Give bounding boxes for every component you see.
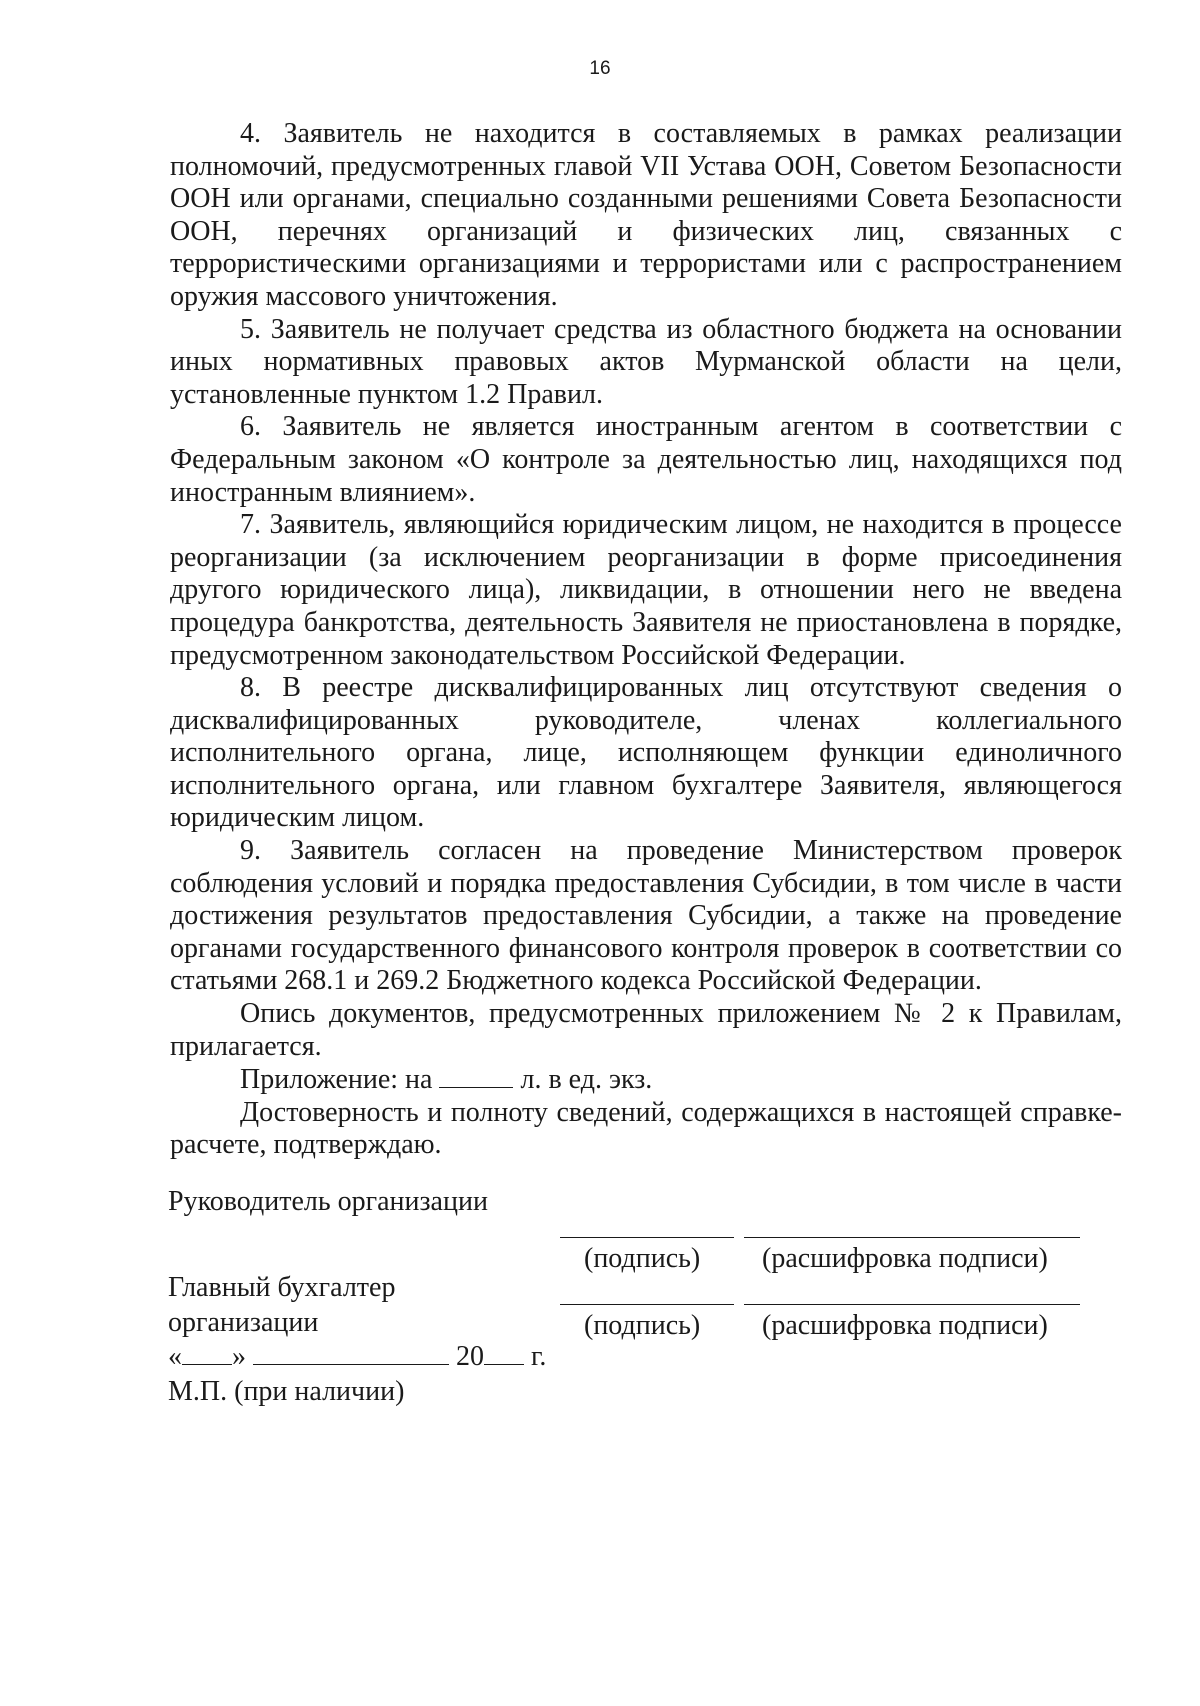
head-decode-line — [744, 1237, 1080, 1238]
year-suffix: г. — [531, 1341, 547, 1372]
paragraph-5: 5. Заявитель не получает средства из областного бюджета на основании иных нормативных правовых актов Мурманской области на цели, установленные пунктом 1.2 Правил. — [170, 313, 1122, 410]
paragraph-8: 8. В реестре дисквалифицированных лиц отсутствуют сведения о дисквалифицированных руководителе, членах коллегиального исполнительного органа, лице, исполняющем функции единоличного исполнительного органа, или главном бухгалтере Заявителя, являющегося юридическим лицом. — [170, 672, 1122, 834]
paragraph-7: 7. Заявитель, являющийся юридическим лицом, не находится в процессе реорганизации (за исключением реорганизации в форме присоединения другого юридического лица), ликвидации, в отношении него не введена процедура банкротства, деятельность Заявителя не приостановлена в порядке, предусмотренном законодательством Российской Федерации. — [170, 509, 1122, 671]
day-blank — [182, 1340, 232, 1365]
accountant-label-line2: организации — [168, 1307, 319, 1338]
paragraph-6: 6. Заявитель не является иностранным агентом в соответствии с Федеральным законом «О контроле за деятельностью лиц, находящихся под иностранным влиянием». — [170, 411, 1122, 508]
date-line — [168, 1340, 546, 1373]
head-label: Руководитель организации — [168, 1186, 488, 1217]
accountant-signature-caption: (подпись) — [584, 1310, 701, 1341]
year-prefix: 20 — [456, 1341, 484, 1372]
accountant-decode-caption: (расшифровка подписи) — [762, 1310, 1048, 1341]
paragraph-4: 4. Заявитель не находится в составляемых в рамках реализации полномочий, предусмотренных главой VII Устава ООН, Советом Безопасности ООН или органами, специально созданными решениями Совета Безопасности ООН, перечнях организаций и физических лиц, связанных с террористическими организациями и террористами или с распространением оружия массового уничтожения. — [170, 118, 1122, 312]
head-signature-caption: (подпись) — [584, 1243, 701, 1274]
date-close-quote: » — [232, 1341, 246, 1372]
paragraph-9: 9. Заявитель согласен на проведение Министерством проверок соблюдения условий и порядка предоставления Субсидии, в том числе в части достижения результатов предоставления Субсидии, а также на проведение органами государственного финансового контроля проверок в соответствии со статьями 268.1 и 269.2 Бюджетного кодекса Российской Федерации. — [170, 835, 1122, 997]
attachment-line — [170, 1063, 1122, 1097]
head-decode-caption: (расшифровка подписи) — [762, 1243, 1048, 1274]
attachment-prefix: Приложение: на — [240, 1064, 433, 1096]
page-number: 16 — [589, 58, 611, 79]
inventory-paragraph: Опись документов, предусмотренных приложением № 2 к Правилам, прилагается. — [170, 998, 1122, 1062]
month-blank — [253, 1340, 449, 1365]
accountant-label-line1: Главный бухгалтер — [168, 1272, 396, 1303]
document-body — [170, 118, 1122, 1162]
accountant-signature-line — [560, 1304, 734, 1305]
attachment-suffix: л. в ед. экз. — [520, 1064, 653, 1096]
accountant-decode-line — [744, 1304, 1080, 1305]
year-blank — [484, 1340, 524, 1365]
attachment-pages-blank — [439, 1063, 513, 1088]
head-signature-line — [560, 1237, 734, 1238]
confirmation-paragraph: Достоверность и полноту сведений, содержащихся в настоящей справке-расчете, подтверждаю. — [170, 1096, 1122, 1161]
date-open-quote: « — [168, 1341, 182, 1372]
stamp-note: М.П. (при наличии) — [168, 1376, 405, 1407]
